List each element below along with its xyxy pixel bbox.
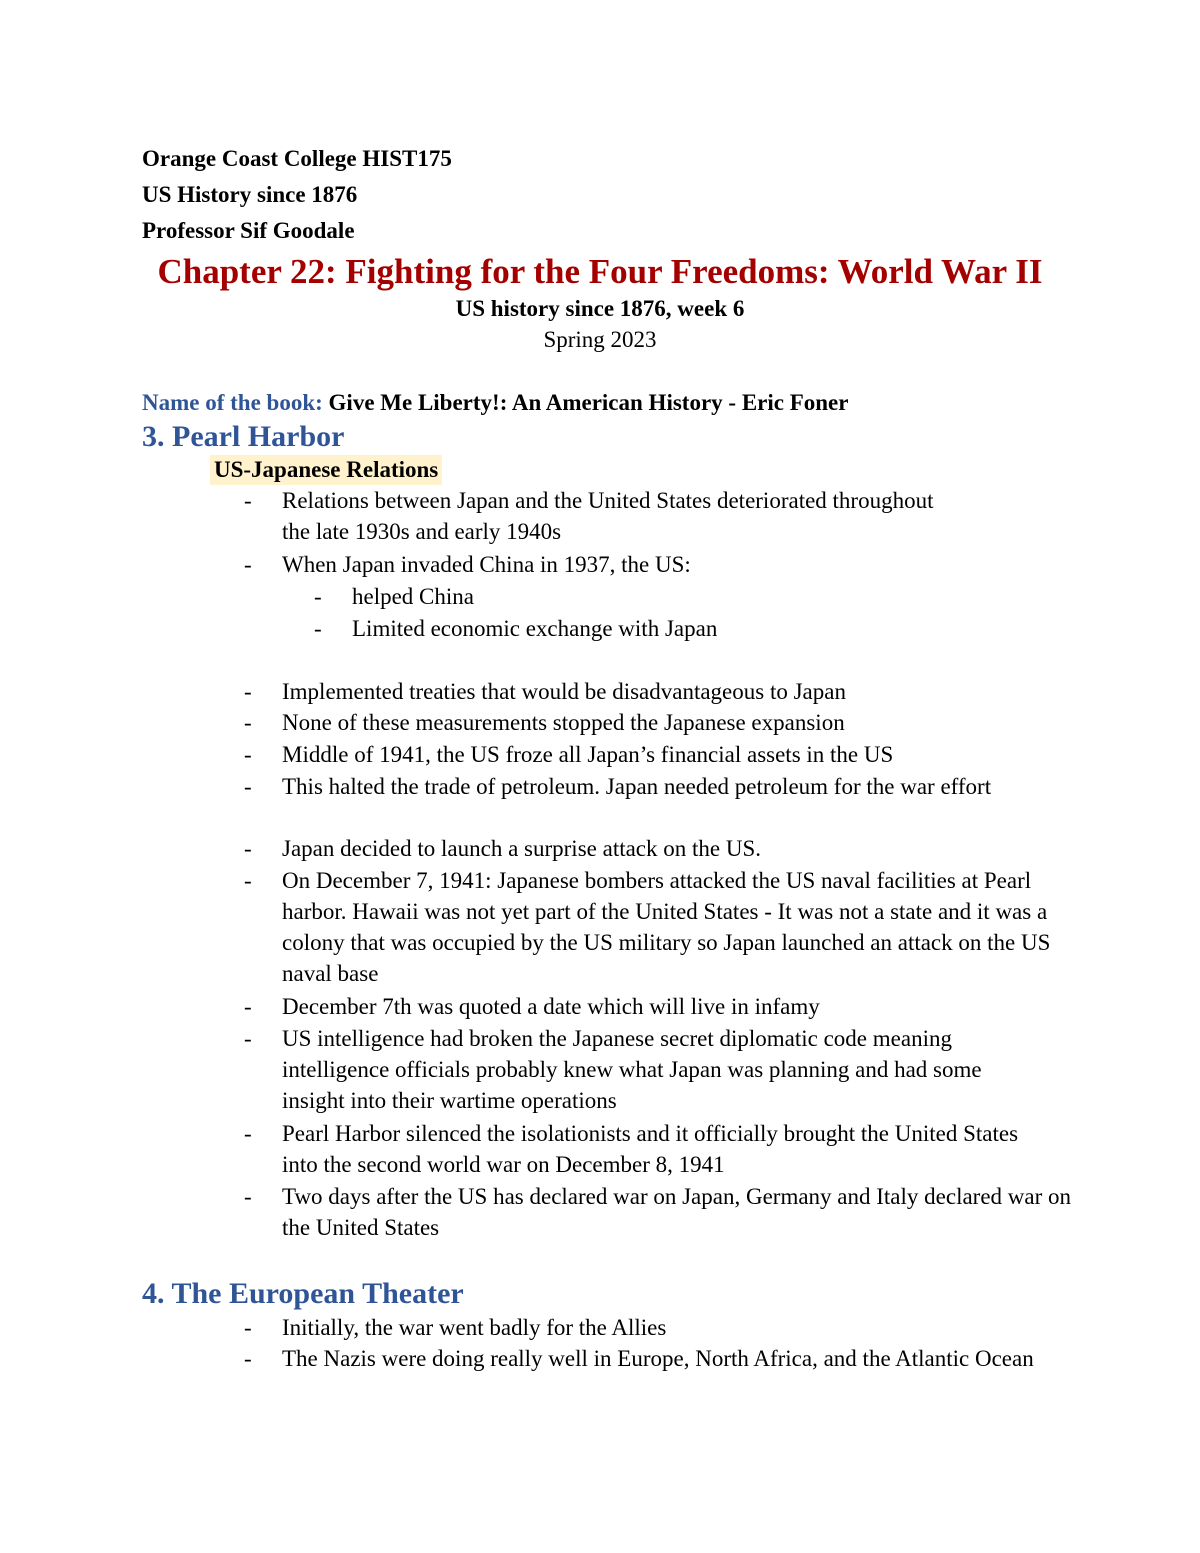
course-name: Orange Coast College HIST175 — [142, 146, 452, 171]
section-heading-pearl-harbor: 3. Pearl Harbor — [142, 420, 345, 453]
class-title: US History since 1876 — [142, 182, 358, 207]
book-line — [142, 388, 848, 418]
book-label: Name of the book: — [142, 390, 323, 415]
term: Spring 2023 — [543, 327, 657, 352]
document-page: Orange Coast College HIST175 US History since 1876 Professor Sif Goodale Chapter 22: Fighting for the Four Freedoms: World War II US history since 1876, week 6 Spring 2023 Name of the book: Give Me Liberty!: An American History - Eric Foner 3. Pearl Harbor US-Japanese Relations - Relations between Japan and the United States deteriorated throughout the late 1930s and early 1940s - When Japan invaded China in 1937, the US: - helped China - Limited economic exchange with Japan - Implemented treaties that would be disadvantageous to Japan - None of these measurements stopped the Japanese expansion - Middle of 1941, the US froze all Japan’s financial assets in the US - This halted the trade of petroleum. Japan needed petroleum for the war effort - Japan decided to launch a surprise attack on the US. - On December 7, 1941: Japanese bombers attacked the US naval facilities at Pearl harbor. Hawaii was not yet part of the United States - It was not a state and it was a colony that was occupied by the US military so Japan launched an attack on the US naval base - December 7th was quoted a date which will live in infamy - US intelligence had broken the Japanese secret diplomatic code meaning intelligence officials probably knew what Japan was planning and had some insight into their wartime operations - Pearl Harbor silenced the isolationists and it officially brought the United States into the second world war on December 8, 1941 - Two days after the US has declared war on Japan, Germany and Italy declared war on the United States 4. The European Theater - Initially, the war went badly for the Allies - The Nazis were doing really well in Europe, North Africa, and the Atlantic Ocean — [0, 0, 1200, 1553]
book-title: Give Me Liberty!: An American History - Eric Foner — [328, 390, 849, 415]
subtitle: US history since 1876, week 6 — [455, 296, 745, 321]
professor-name: Professor Sif Goodale — [142, 218, 355, 243]
subheading-us-japanese-relations: US-Japanese Relations — [210, 455, 442, 485]
section-heading-european-theater: 4. The European Theater — [142, 1277, 464, 1310]
chapter-title: Chapter 22: Fighting for the Four Freedoms: World War II — [157, 252, 1043, 291]
